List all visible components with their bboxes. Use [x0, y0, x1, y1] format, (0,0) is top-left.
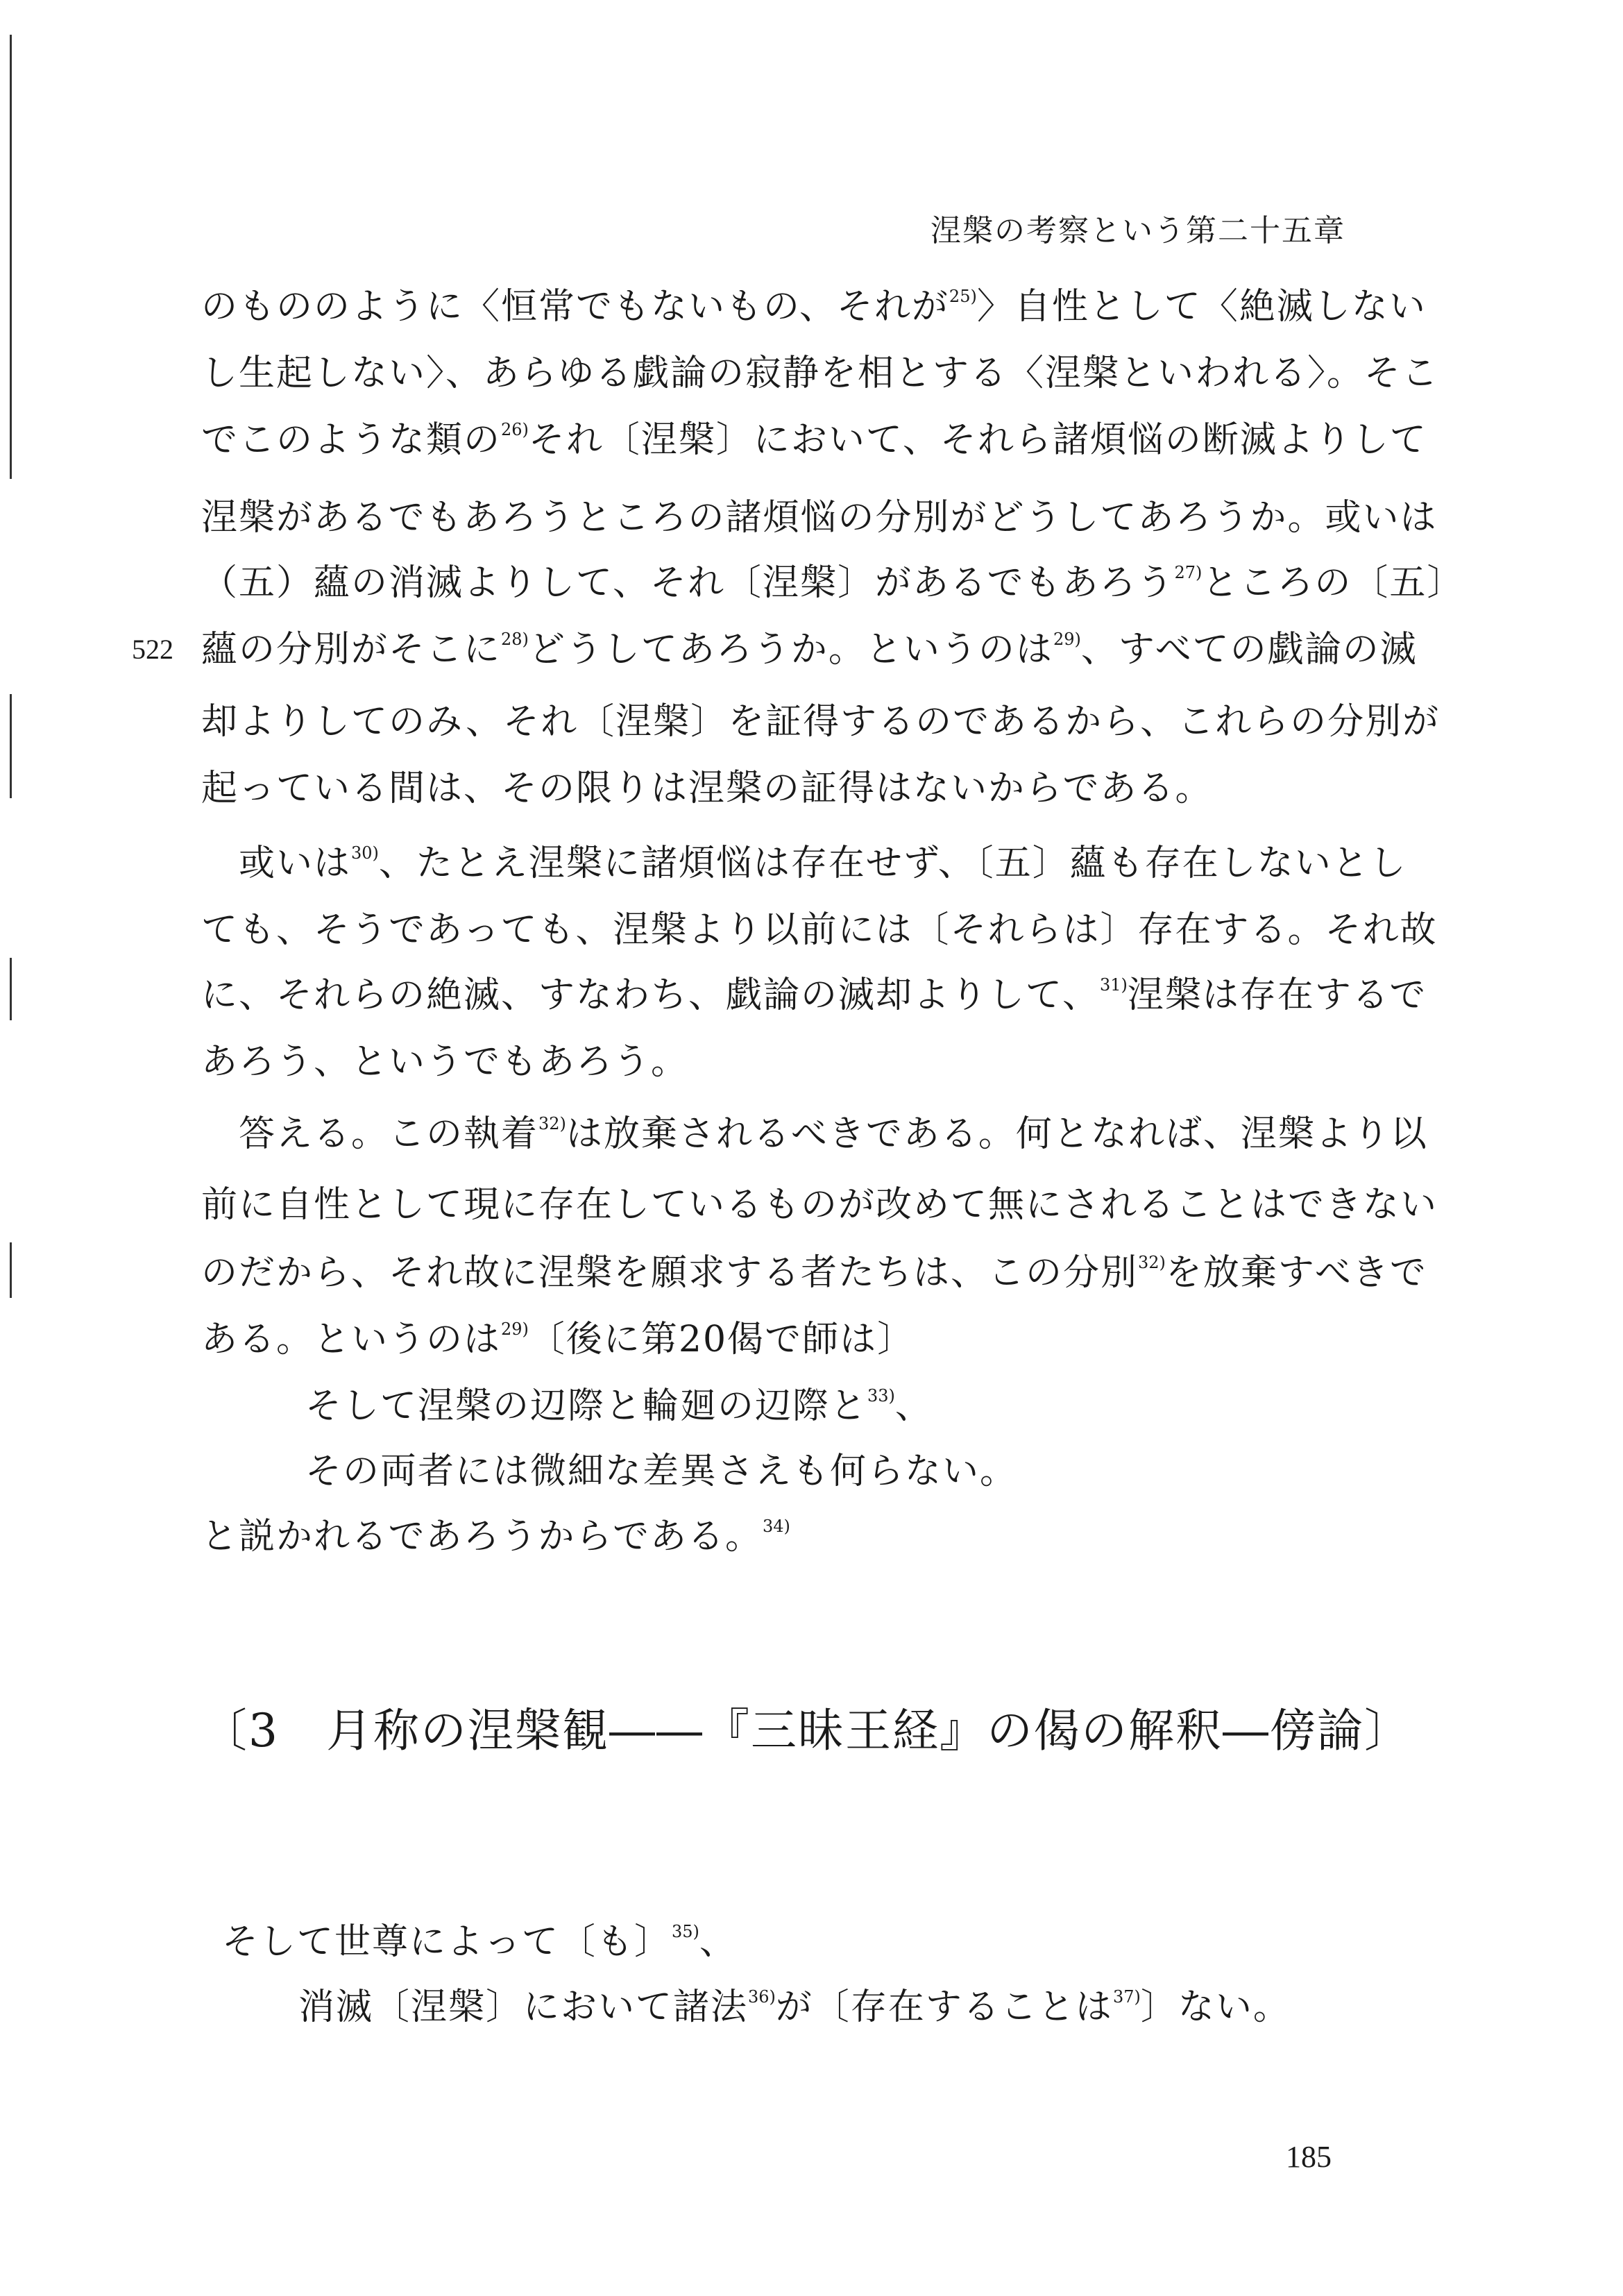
text-line: 蘊の分別がそこに$^{28)}$どうしてあろうか。というのは$^{29)}$、すべての戯論の滅 — [201, 629, 1418, 670]
text-line: ある。というのは$^{29)}$〔後に第20偈で師は〕 — [201, 1319, 915, 1360]
section-heading: 〔3 月称の涅槃観――『三昧王経』の偈の解釈―傍論〕 — [201, 1704, 1411, 1757]
note-ref: 32) — [538, 1114, 566, 1133]
page-number: 185 — [1286, 2140, 1332, 2174]
text-line: のだから、それ故に涅槃を願求する者たちは、この分別$^{32)}$を放棄すべきで — [201, 1252, 1427, 1294]
verse-line: そして涅槃の辺際と輪廻の辺際と$^{33)}$、 — [305, 1385, 933, 1427]
verse-line: そして世尊によって〔も〕$^{35)}$、 — [222, 1921, 737, 1963]
text-line: ても、そうであっても、涅槃より以前には〔それらは〕存在する。それ故 — [201, 909, 1438, 951]
text-line: し生起しない〉、あらゆる戯論の寂静を相とする〈涅槃といわれる〉。そこ — [201, 353, 1440, 394]
note-ref: 33) — [867, 1386, 895, 1406]
note-ref: 34) — [762, 1517, 790, 1536]
note-ref: 31) — [1099, 975, 1128, 995]
text-line: 前に自性として現に存在しているものが改めて無にされることはできない — [201, 1184, 1438, 1226]
note-ref: 37) — [1112, 1987, 1141, 2007]
text-line: 涅槃があるでもあろうところの諸煩悩の分別がどうしてあろうか。或いは — [201, 497, 1438, 539]
verse-line: 消滅〔涅槃〕において諸法$^{36)}$が〔存在することは$^{37)}$〕ない。 — [298, 1986, 1291, 2028]
text-line: あろう、というでもあろう。 — [201, 1041, 689, 1083]
text-line: 或いは$^{30)}$、たとえ涅槃に諸煩悩は存在せず、〔五〕蘊も存在しないとし — [201, 843, 1407, 884]
note-ref: 26) — [501, 420, 529, 439]
scan-mark — [10, 1242, 12, 1298]
text-line: 却よりしてのみ、それ〔涅槃〕を証得するのであるから、これらの分別が — [201, 701, 1441, 743]
note-ref: 25) — [949, 287, 977, 306]
margin-line-number: 522 — [132, 634, 173, 665]
scan-mark — [10, 958, 12, 1020]
running-head: 涅槃の考察という第二十五章 — [931, 213, 1345, 248]
text-line: と説かれるであろうからである。$^{34)}$ — [201, 1516, 790, 1558]
note-ref: 28) — [501, 630, 529, 649]
note-ref: 29) — [1053, 630, 1081, 649]
note-ref: 30) — [351, 843, 379, 863]
note-ref: 27) — [1174, 563, 1203, 582]
scan-mark — [10, 35, 12, 479]
text-line: 答える。この執着$^{32)}$は放棄されるべきである。何となれば、涅槃より以 — [201, 1113, 1428, 1155]
note-ref: 29) — [501, 1319, 529, 1339]
note-ref: 32) — [1138, 1253, 1166, 1272]
text-line: （五）蘊の消滅よりして、それ〔涅槃〕があるでもあろう$^{27)}$ところの〔五〕 — [201, 562, 1465, 604]
text-line: でこのような類の$^{26)}$それ〔涅槃〕において、それら諸煩悩の断滅よりして — [201, 419, 1427, 461]
verse-line: その両者には微細な差異さえも何らない。 — [305, 1451, 1018, 1492]
scan-mark — [10, 694, 12, 798]
note-ref: 36) — [748, 1987, 776, 2007]
text-line: に、それらの絶滅、すなわち、戯論の滅却よりして、$^{31)}$涅槃は存在するで — [201, 974, 1427, 1016]
text-line: 起っている間は、その限りは涅槃の証得はないからである。 — [201, 768, 1213, 809]
note-ref: 35) — [672, 1922, 699, 1941]
text-line: のもののように〈恒常でもないもの、それが$^{25)}$〉自性として〈絶滅しない — [201, 286, 1427, 328]
